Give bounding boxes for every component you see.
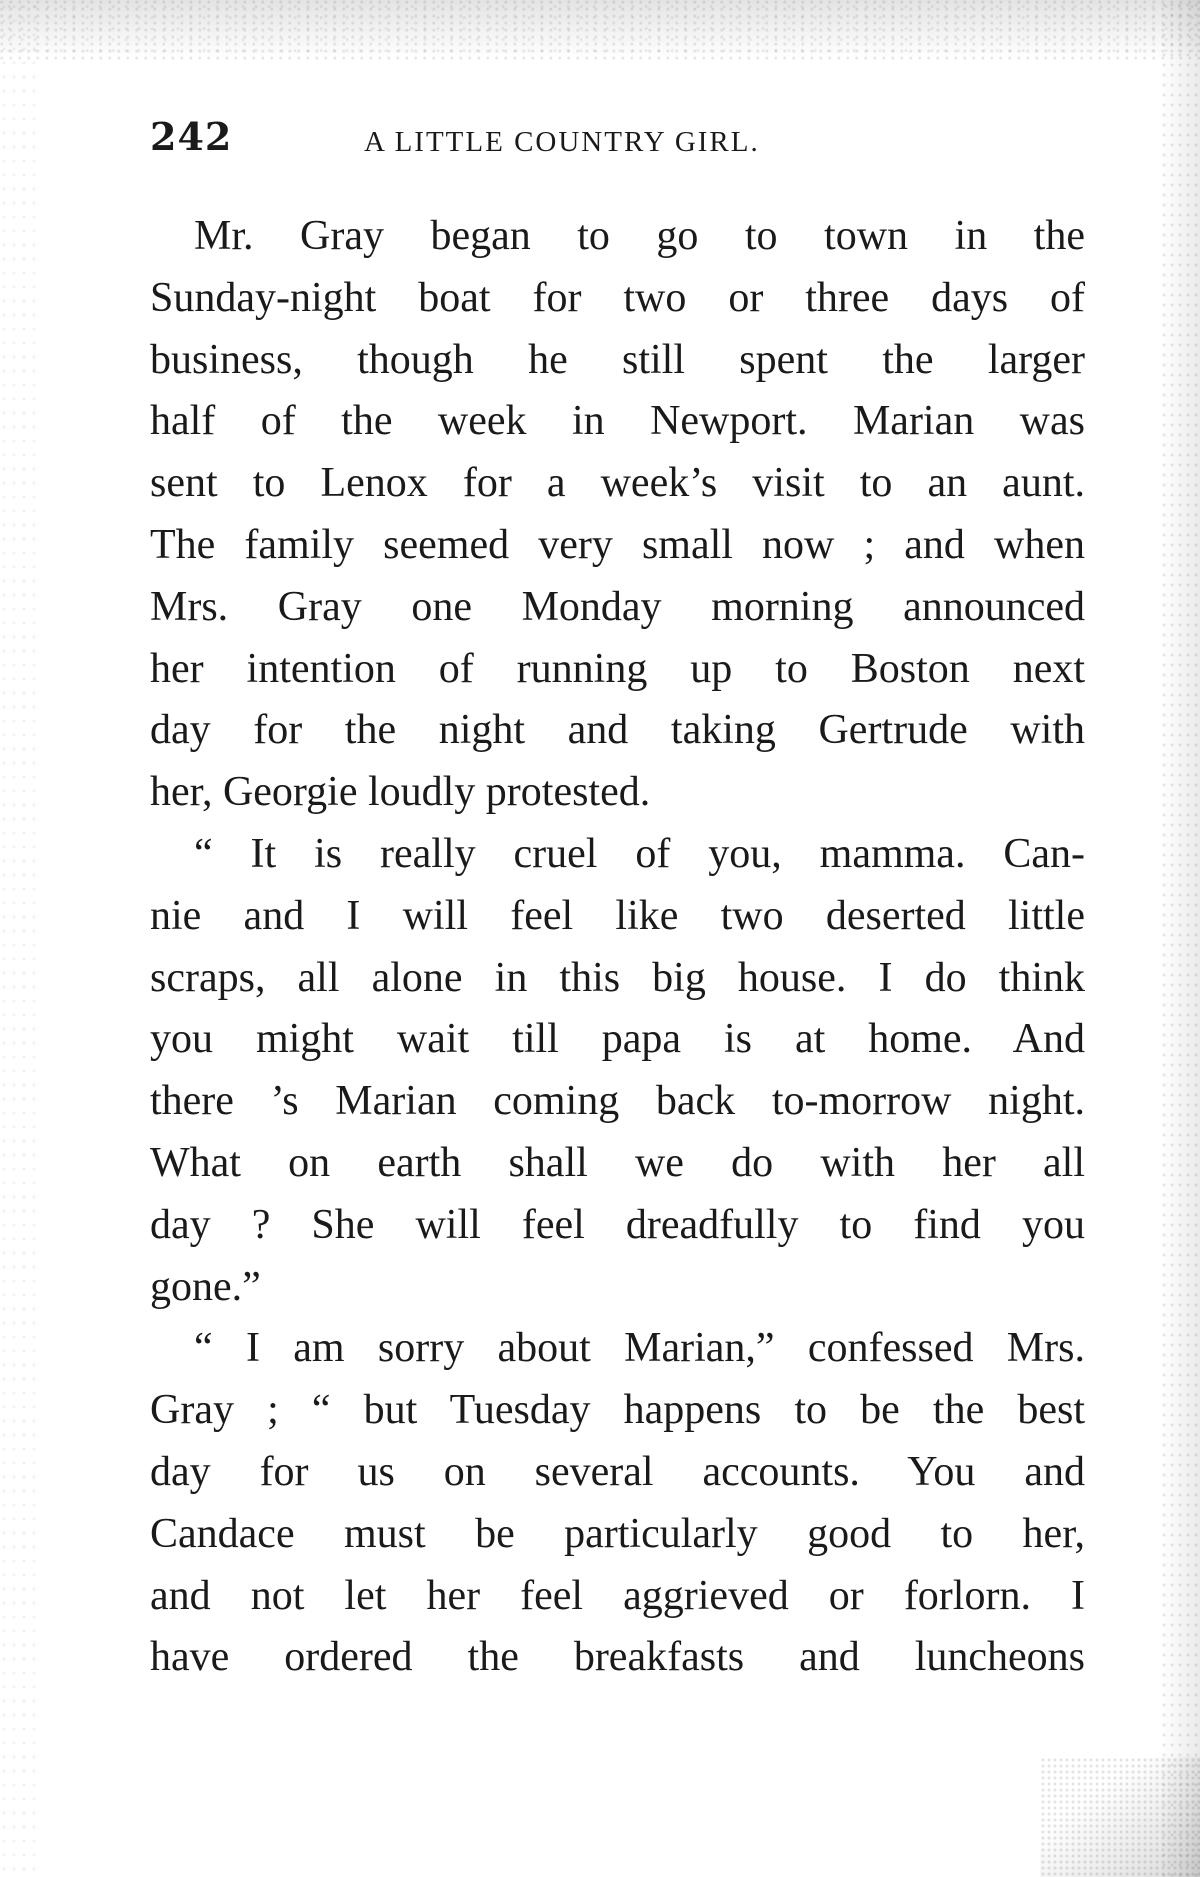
text-line: her, Georgie loudly protested.: [150, 769, 651, 816]
body-text: [150, 206, 1085, 1689]
paragraph-3: [150, 1318, 1085, 1689]
text-line: have ordered the breakfasts and luncheons: [150, 1634, 1085, 1681]
paragraph-1: [150, 206, 1085, 824]
text-line: The family seemed very small now ; and when: [150, 521, 1085, 568]
text-line: half of the week in Newport. Marian was: [150, 398, 1085, 445]
scan-noise-top: [0, 0, 1200, 60]
paragraph-2: [150, 824, 1085, 1318]
running-head: [150, 100, 1085, 170]
text-line: day for us on several accounts. You and: [150, 1448, 1085, 1495]
text-line: Gray ; “ but Tuesday happens to be the best: [150, 1387, 1085, 1434]
scan-noise-right: [1160, 0, 1200, 1877]
running-title: A LITTLE COUNTRY GIRL.: [364, 126, 760, 158]
book-page: [150, 100, 1085, 1689]
text-line: scraps, all alone in this big house. I do think: [150, 954, 1085, 1001]
text-line: you might wait till papa is at home. And: [150, 1016, 1085, 1063]
text-line: her intention of running up to Boston next: [150, 645, 1085, 692]
text-line: nie and I will feel like two deserted little: [150, 892, 1085, 939]
scan-noise-left: [0, 0, 40, 1877]
page-number: 242: [150, 114, 233, 159]
text-line: Sunday-night boat for two or three days of: [150, 274, 1085, 321]
text-line: Candace must be particularly good to her,: [150, 1510, 1085, 1557]
text-line: sent to Lenox for a week’s visit to an aunt.: [150, 460, 1085, 507]
text-line: day ? She will feel dreadfully to find you: [150, 1201, 1085, 1248]
text-line: business, though he still spent the larger: [150, 336, 1085, 383]
text-line: gone.”: [150, 1263, 261, 1310]
text-line: there ’s Marian coming back to-morrow night.: [150, 1078, 1085, 1125]
text-line: day for the night and taking Gertrude with: [150, 707, 1085, 754]
text-line: and not let her feel aggrieved or forlorn. I: [150, 1572, 1085, 1619]
scan-noise-bottom-right: [1040, 1757, 1200, 1877]
text-line: “ It is really cruel of you, mamma. Can-: [194, 830, 1085, 877]
text-line: Mrs. Gray one Monday morning announced: [150, 583, 1085, 630]
text-line: “ I am sorry about Marian,” confessed Mrs.: [194, 1325, 1085, 1372]
text-line: Mr. Gray began to go to town in the: [194, 213, 1085, 259]
text-line: What on earth shall we do with her all: [150, 1139, 1085, 1186]
